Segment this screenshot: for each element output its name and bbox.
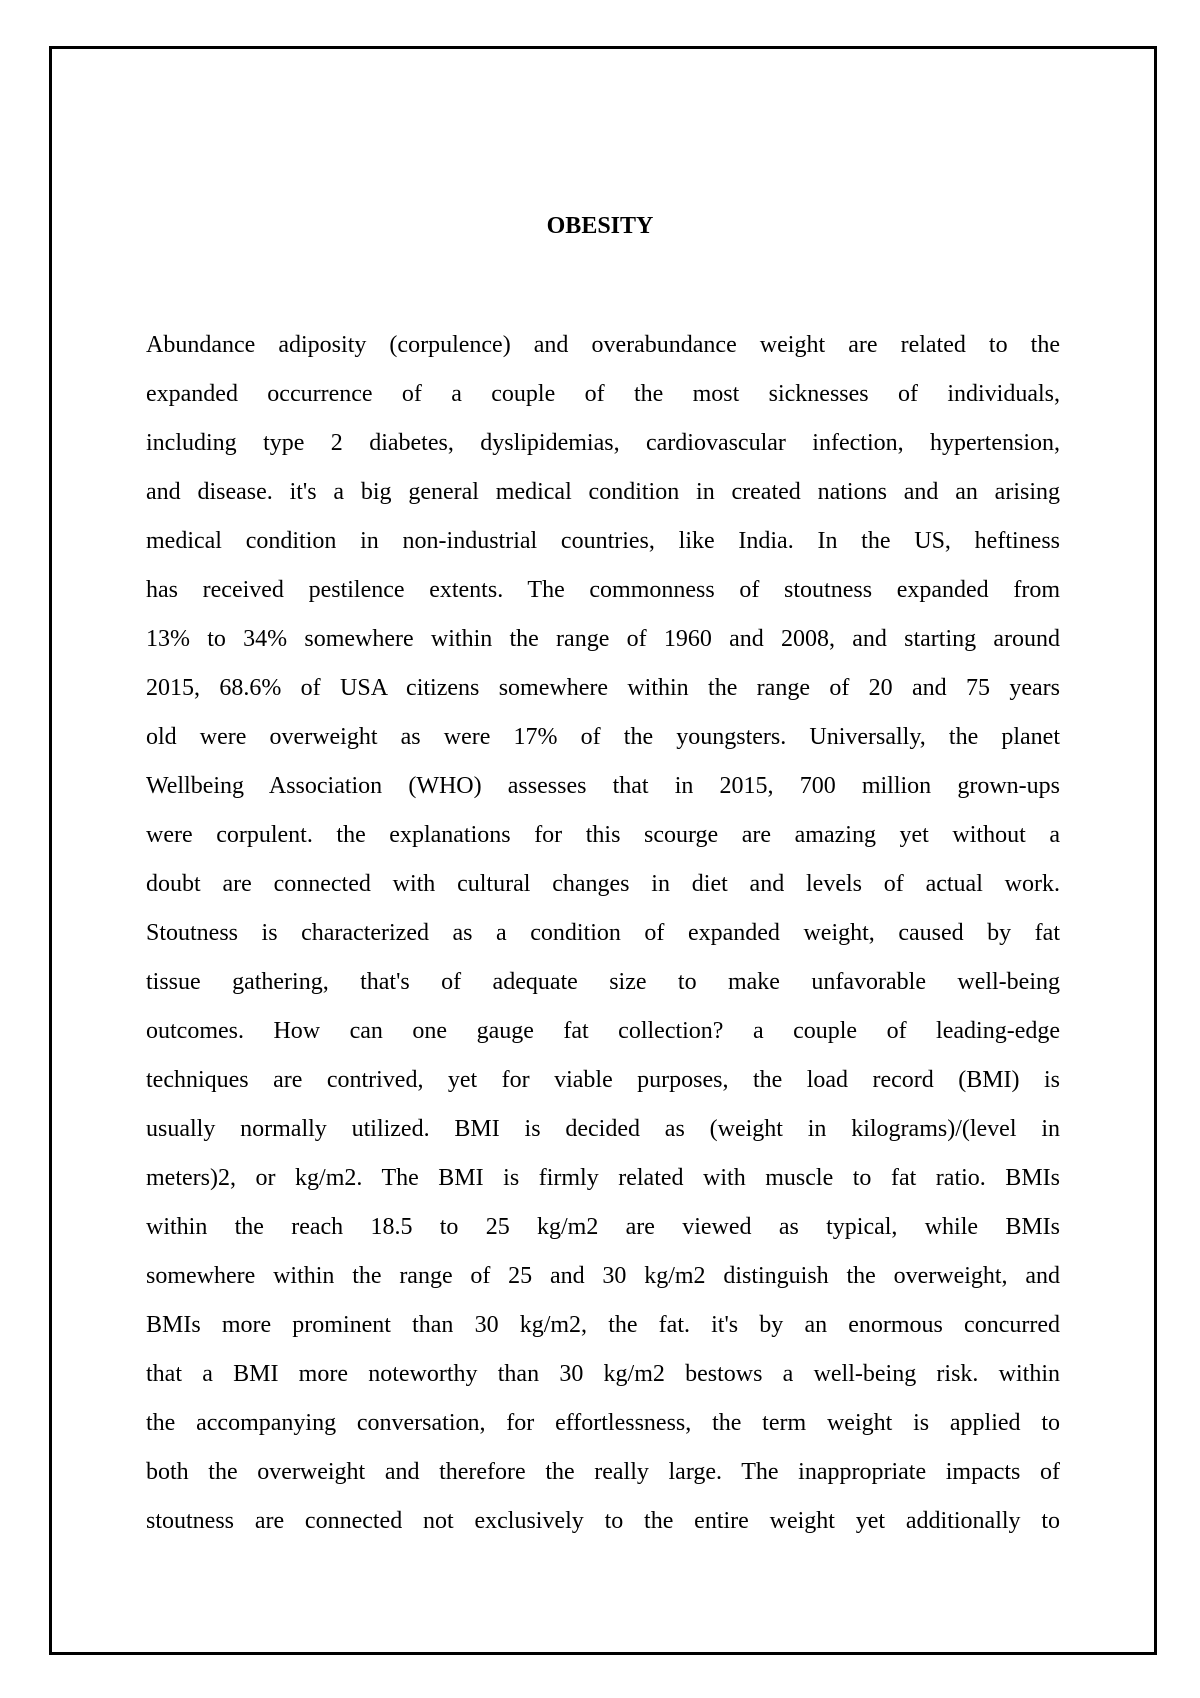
paragraph-line: medical condition in non-industrial countries, like India. In the US, heftiness	[146, 528, 1060, 554]
paragraph-line: techniques are contrived, yet for viable purposes, the load record (BMI) is	[146, 1067, 1060, 1093]
paragraph-line: stoutness are connected not exclusively to the entire weight yet additionally to	[146, 1508, 1060, 1534]
paragraph-line: somewhere within the range of 25 and 30 kg/m2 distinguish the overweight, and	[146, 1263, 1060, 1289]
paragraph-line: tissue gathering, that's of adequate size to make unfavorable well-being	[146, 969, 1060, 995]
paragraph-line: BMIs more prominent than 30 kg/m2, the fat. it's by an enormous concurred	[146, 1312, 1060, 1338]
paragraph-line: 13% to 34% somewhere within the range of 1960 and 2008, and starting around	[146, 626, 1060, 652]
paragraph-line: Stoutness is characterized as a condition of expanded weight, caused by fat	[146, 920, 1060, 946]
paragraph-line: expanded occurrence of a couple of the most sicknesses of individuals,	[146, 381, 1060, 407]
paragraph-line: outcomes. How can one gauge fat collection? a couple of leading-edge	[146, 1018, 1060, 1044]
paragraph-line: old were overweight as were 17% of the youngsters. Universally, the planet	[146, 724, 1060, 750]
paragraph-line: both the overweight and therefore the really large. The inappropriate impacts of	[146, 1459, 1060, 1485]
paragraph-line: 2015, 68.6% of USA citizens somewhere within the range of 20 and 75 years	[146, 675, 1060, 701]
paragraph-line: has received pestilence extents. The commonness of stoutness expanded from	[146, 577, 1060, 603]
paragraph-line: and disease. it's a big general medical condition in created nations and an arising	[146, 479, 1060, 505]
paragraph-line: doubt are connected with cultural changes in diet and levels of actual work.	[146, 871, 1060, 897]
paragraph-line: within the reach 18.5 to 25 kg/m2 are viewed as typical, while BMIs	[146, 1214, 1060, 1240]
paragraph-line: Abundance adiposity (corpulence) and overabundance weight are related to the	[146, 332, 1060, 358]
paragraph-line: Wellbeing Association (WHO) assesses that in 2015, 700 million grown-ups	[146, 773, 1060, 799]
paragraph-line: were corpulent. the explanations for this scourge are amazing yet without a	[146, 822, 1060, 848]
document-title: OBESITY	[546, 213, 654, 239]
paragraph-line: the accompanying conversation, for effortlessness, the term weight is applied to	[146, 1410, 1060, 1436]
body-paragraph	[146, 324, 1060, 1549]
paragraph-line: usually normally utilized. BMI is decided as (weight in kilograms)/(level in	[146, 1116, 1060, 1142]
paragraph-line: that a BMI more noteworthy than 30 kg/m2 bestows a well-being risk. within	[146, 1361, 1060, 1387]
paragraph-line: including type 2 diabetes, dyslipidemias, cardiovascular infection, hypertension,	[146, 430, 1060, 456]
paragraph-line: meters)2, or kg/m2. The BMI is firmly related with muscle to fat ratio. BMIs	[146, 1165, 1060, 1191]
